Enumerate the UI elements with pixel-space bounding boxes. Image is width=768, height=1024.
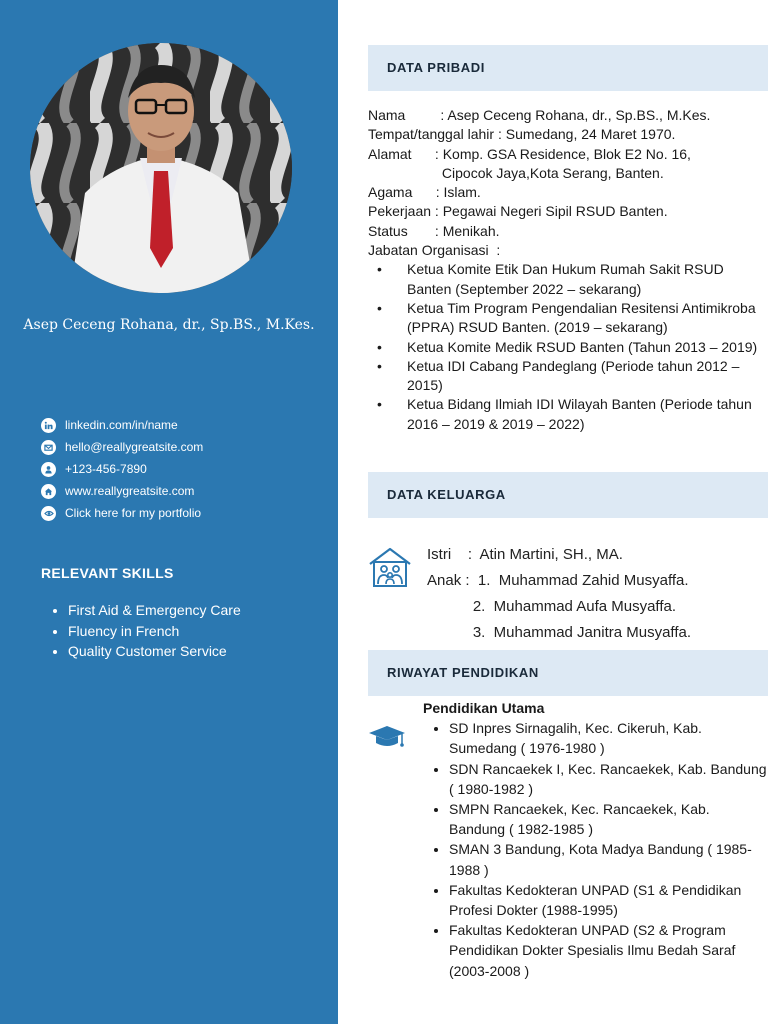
section-personal-header: [368, 45, 768, 91]
education-data: [423, 698, 768, 981]
email-icon: [41, 440, 56, 455]
contact-list: [41, 414, 203, 524]
family-child-2: 2. Muhammad Aufa Musyaffa.: [427, 598, 677, 615]
education-subtitle: Pendidikan Utama: [423, 700, 545, 716]
skills-title: RELEVANT SKILLS: [41, 565, 174, 581]
phone-icon: [41, 462, 56, 477]
eye-icon: [41, 506, 56, 521]
contact-email[interactable]: [41, 436, 203, 458]
contact-linkedin[interactable]: [41, 414, 203, 436]
family-child-3: 3. Muhammad Janitra Musyaffa.: [427, 624, 691, 641]
personal-status-row: Status : Menikah.: [368, 222, 500, 239]
contact-website[interactable]: [41, 480, 203, 502]
personal-job-row: Pekerjaan : Pegawai Negeri Sipil RSUD Banten.: [368, 203, 668, 220]
contact-portfolio-text: Click here for my portfolio: [65, 506, 202, 520]
contact-website-text: www.reallygreatsite.com: [65, 484, 195, 498]
personal-positions-label: Jabatan Organisasi :: [368, 242, 501, 259]
skill-item: • Quality Customer Service: [68, 641, 241, 662]
contact-portfolio[interactable]: [41, 502, 203, 524]
section-personal-title: DATA PRIBADI: [387, 60, 485, 75]
section-family-header: [368, 472, 768, 518]
education-list: [423, 718, 768, 981]
education-item: • Fakultas Kedokteran UNPAD (S1 & Pendidikan Profesi Dokter (1988-1995): [449, 880, 768, 920]
family-house-icon: [367, 546, 413, 593]
section-education-header: [368, 650, 768, 696]
family-data: [427, 542, 691, 646]
position-item: • Ketua Bidang Ilmiah IDI Wilayah Banten (Periode tahun 2016 – 2019 & 2019 – 2022): [368, 395, 768, 434]
family-child-1: Anak : 1. Muhammad Zahid Musyaffa.: [427, 572, 689, 589]
position-item: • Ketua Komite Etik Dan Hukum Rumah Sakit RSUD Banten (September 2022 – sekarang): [368, 260, 768, 299]
contact-phone-text: +123-456-7890: [65, 462, 147, 476]
education-item: • SMPN Rancaekek, Kec. Rancaekek, Kab. Bandung ( 1982-1985 ): [449, 799, 768, 839]
position-item: • Ketua IDI Cabang Pandeglang (Periode tahun 2012 – 2015): [368, 357, 768, 396]
position-item: • Ketua Tim Program Pengendalian Resitensi Antimikroba (PPRA) RSUD Banten. (2019 – sekarang): [368, 299, 768, 338]
contact-email-text: hello@reallygreatsite.com: [65, 440, 204, 454]
linkedin-icon: [41, 418, 56, 433]
profile-name: Asep Ceceng Rohana, dr., Sp.BS., M.Kes.: [23, 317, 315, 333]
personal-name-row: Nama : Asep Ceceng Rohana, dr., Sp.BS., M.Kes.: [368, 107, 711, 123]
positions-list: [368, 260, 768, 434]
family-spouse: Istri : Atin Martini, SH., MA.: [427, 546, 623, 563]
graduation-cap-icon: [367, 725, 407, 756]
profile-photo: [30, 43, 292, 293]
personal-address-row-2: Cipocok Jaya,Kota Serang, Banten.: [368, 164, 664, 181]
education-item: • SMAN 3 Bandung, Kota Madya Bandung ( 1985-1988 ): [449, 839, 768, 879]
section-family-title: DATA KELUARGA: [387, 487, 506, 502]
personal-birth-row: Tempat/tanggal lahir : Sumedang, 24 Maret 1970.: [368, 126, 676, 143]
home-icon: [41, 484, 56, 499]
education-item: • Fakultas Kedokteran UNPAD (S2 & Program Pendidikan Dokter Spesialis Ilmu Bedah Saraf (2003-2008 ): [449, 920, 768, 981]
contact-phone[interactable]: [41, 458, 203, 480]
sidebar: [0, 0, 338, 1024]
personal-address-row: Alamat : Komp. GSA Residence, Blok E2 No. 16,: [368, 145, 691, 162]
position-item: • Ketua Komite Medik RSUD Banten (Tahun 2013 – 2019): [368, 338, 768, 357]
education-item: • SD Inpres Sirnagalih, Kec. Cikeruh, Kab. Sumedang ( 1976-1980 ): [449, 718, 768, 758]
person-photo-icon: [30, 43, 292, 293]
personal-data: [368, 106, 768, 434]
contact-linkedin-text: linkedin.com/in/name: [65, 418, 178, 432]
education-item: • SDN Rancaekek I, Kec. Rancaekek, Kab. Bandung ( 1980-1982 ): [449, 759, 768, 799]
section-education-title: RIWAYAT PENDIDIKAN: [387, 665, 539, 680]
skill-item: • Fluency in French: [68, 621, 241, 642]
personal-religion-row: Agama : Islam.: [368, 184, 481, 201]
skill-item: • First Aid & Emergency Care: [68, 600, 241, 621]
skills-list: [48, 600, 241, 662]
